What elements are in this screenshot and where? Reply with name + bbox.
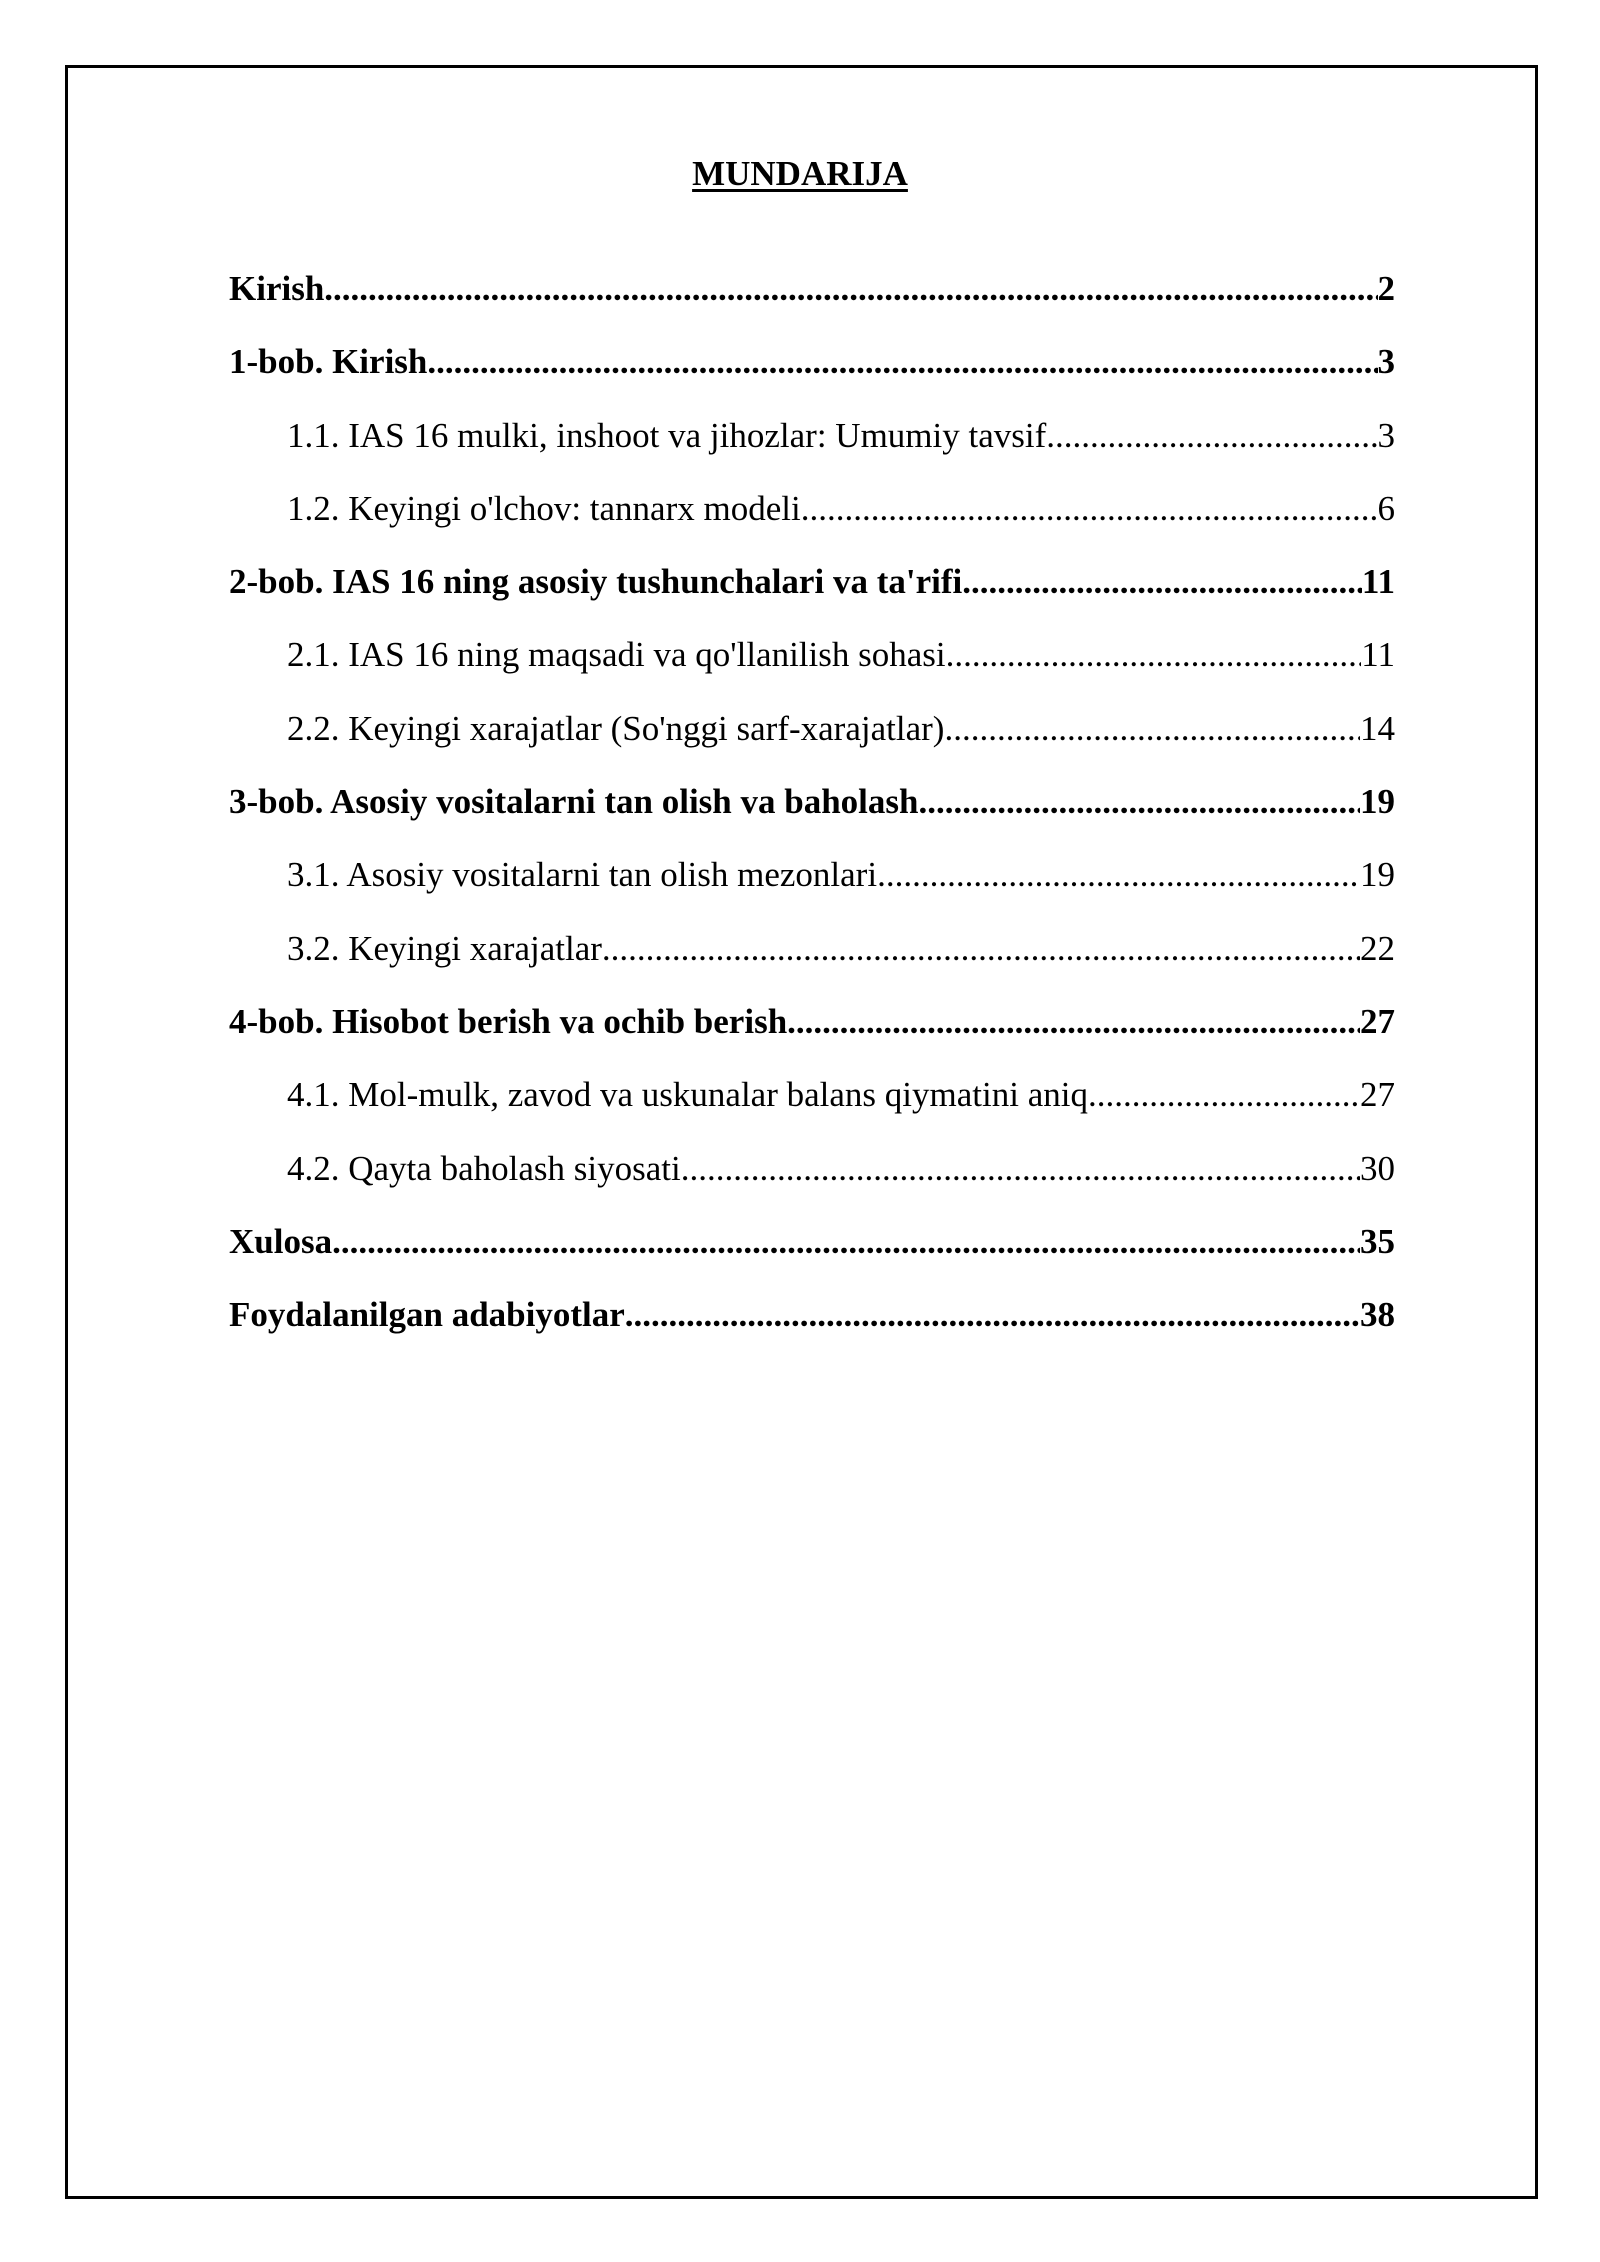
toc-leader-dots: [962, 558, 1362, 606]
toc-entry-page: 2: [1377, 269, 1395, 308]
toc-subentry[interactable]: [229, 705, 1395, 778]
toc-subentry[interactable]: [229, 851, 1395, 924]
toc-entry[interactable]: [229, 265, 1395, 338]
toc-entry-page: 11: [1361, 562, 1395, 602]
toc-entry-page: 27: [1360, 1001, 1395, 1041]
toc-entry-label: 3.1. Asosiy vositalarni tan olish mezonlari: [287, 855, 878, 895]
toc-entry-label: 1.1. IAS 16 mulki, inshoot va jihozlar: Umumiy tavsif: [287, 415, 1047, 455]
toc-entry-label: 1-bob. Kirish: [229, 342, 428, 382]
toc-entry-page: 35: [1360, 1221, 1395, 1261]
toc-leader-dots: [681, 1145, 1360, 1193]
toc-entry-label: 4-bob. Hisobot berish va ochib berish: [229, 1001, 788, 1041]
toc-entry-label: 2.1. IAS 16 ning maqsadi va qo'llanilish sohasi: [287, 635, 946, 675]
toc-entry[interactable]: [229, 778, 1395, 851]
toc-subentry[interactable]: [229, 485, 1395, 558]
toc-leader-dots: [787, 998, 1360, 1046]
toc-entry-label: Kirish: [229, 269, 325, 308]
toc-entry-label: 4.1. Mol-mulk, zavod va uskunalar balans qiymatini aniq: [287, 1075, 1088, 1115]
toc-leader-dots: [332, 1218, 1360, 1266]
toc-entry-label: 2-bob. IAS 16 ning asosiy tushunchalari va ta'rifi: [229, 562, 963, 602]
toc-subentry[interactable]: [229, 1071, 1395, 1144]
page-title-text: MUNDARIJA: [692, 154, 908, 193]
toc-leader-dots: [625, 1291, 1360, 1339]
toc-entry-page: 11: [1361, 635, 1395, 675]
page-title: [0, 150, 1600, 198]
toc-leader-dots: [1088, 1071, 1360, 1119]
toc-leader-dots: [427, 338, 1377, 386]
toc-leader-dots: [324, 265, 1377, 313]
toc-entry-page: 14: [1360, 708, 1395, 748]
toc-leader-dots: [877, 851, 1360, 899]
toc-entry-page: 3: [1377, 415, 1395, 455]
toc-entry-page: 27: [1360, 1075, 1395, 1115]
toc-entry-label: 4.2. Qayta baholash siyosati: [287, 1148, 681, 1188]
toc-subentry[interactable]: [229, 412, 1395, 485]
toc-entry-label: Foydalanilgan adabiyotlar: [229, 1295, 625, 1335]
toc-subentry[interactable]: [229, 631, 1395, 704]
toc-leader-dots: [1046, 412, 1377, 460]
toc-entry-label: 1.2. Keyingi o'lchov: tannarx modeli: [287, 488, 801, 528]
toc-entry-page: 19: [1360, 782, 1395, 822]
toc-entry[interactable]: [229, 558, 1395, 631]
toc-leader-dots: [946, 631, 1362, 679]
toc-subentry[interactable]: [229, 1145, 1395, 1218]
toc-subentry[interactable]: [229, 925, 1395, 998]
toc-entry[interactable]: [229, 1218, 1395, 1291]
toc-entry-label: 3-bob. Asosiy vositalarni tan olish va baholash: [229, 782, 919, 822]
toc-entry-page: 30: [1360, 1148, 1395, 1188]
toc-leader-dots: [919, 778, 1361, 826]
toc-entry-page: 19: [1360, 855, 1395, 895]
toc-entry-label: 2.2. Keyingi xarajatlar (So'nggi sarf-xarajatlar): [287, 708, 945, 748]
toc-entry-page: 6: [1377, 488, 1395, 528]
toc-entry-page: 22: [1360, 928, 1395, 968]
toc-entry-label: Xulosa: [229, 1221, 333, 1261]
toc-entry[interactable]: [229, 1291, 1395, 1364]
table-of-contents: [229, 265, 1395, 1364]
toc-entry-label: 3.2. Keyingi xarajatlar: [287, 928, 602, 968]
toc-entry[interactable]: [229, 998, 1395, 1071]
toc-leader-dots: [602, 925, 1360, 973]
toc-entry-page: 38: [1360, 1295, 1395, 1335]
toc-entry[interactable]: [229, 338, 1395, 411]
toc-leader-dots: [801, 485, 1378, 533]
toc-leader-dots: [944, 705, 1360, 753]
toc-entry-page: 3: [1377, 342, 1395, 382]
